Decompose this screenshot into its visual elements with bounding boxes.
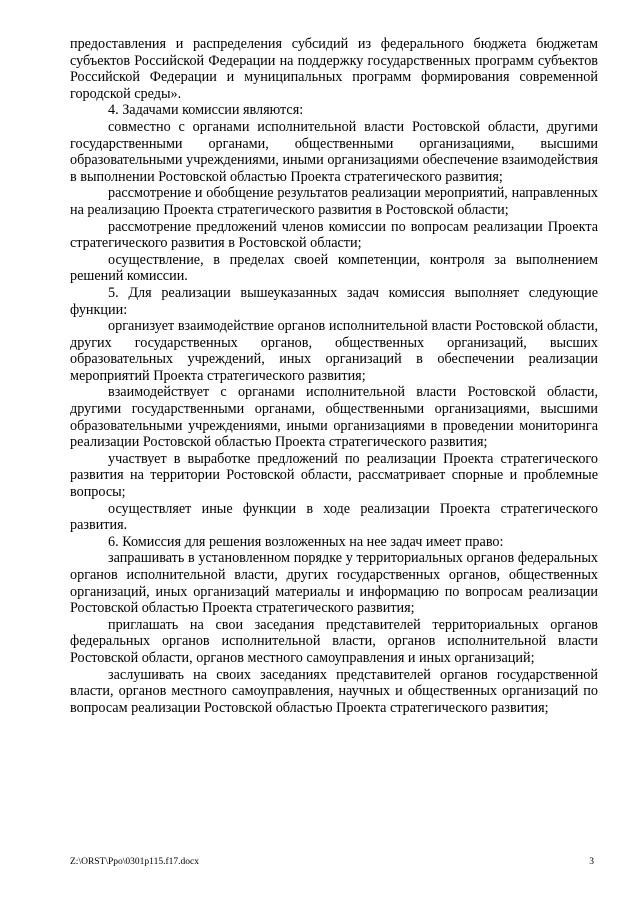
paragraph-function-3: участвует в выработке предложений по реализации Проекта стратегического развития на территории Ростовской области, рассматривает спорные и проблемные вопросы;	[70, 450, 598, 501]
paragraph-right-2: приглашать на свои заседания представителей территориальных органов федеральных органов исполнительной власти, органов исполнительной власти Ростовской области, органов местного самоуправления и иных организаций;	[70, 616, 598, 666]
paragraph-function-2: взаимодействует с органами исполнительной власти Ростовской области, другими государственными органами, общественными организациями, высшими образовательными учреждениями, иными организациями в проведении мониторинга реализации Ростовской областью Проекта стратегического развития;	[70, 384, 598, 451]
paragraph-right-3: заслушивать на своих заседаниях представителей органов государственной власти, органов местного самоуправления, научных и общественных организаций по вопросам реализации Ростовской областью Проекта стратегического развития;	[70, 666, 598, 716]
paragraph-section-4-heading: 4. Задачами комиссии являются:	[108, 102, 304, 119]
paragraph-function-1: организует взаимодействие органов исполнительной власти Ростовской области, других государственных органов, общественных организаций, высших образовательных учреждений, иных организаций в обеспечении реализации мероприятий Проекта стратегического развития;	[70, 318, 598, 384]
paragraph-continuation: предоставления и распределения субсидий из федерального бюджета бюджетам субъектов Российской Федерации на поддержку государственных программ субъектов Российской Федерации и муниципальных программ формирования современной городской среды».	[70, 36, 598, 102]
paragraph-section-6-heading: 6. Комиссия для решения возложенных на нее задач имеет право:	[108, 533, 504, 550]
footer-file-path: Z:\ORST\Ppo\0301p115.f17.docx	[70, 857, 199, 867]
document-body	[70, 36, 598, 716]
paragraph-right-1: запрашивать в установленном порядке у территориальных органов федеральных органов исполнительной власти, других государственных органов, общественных организаций, иных организаций материалы и информацию по вопросам реализации Ростовской областью Проекта стратегического развития;	[70, 550, 598, 617]
paragraph-function-4: осуществляет иные функции в ходе реализации Проекта стратегического развития.	[70, 500, 598, 534]
page-number: 3	[589, 857, 594, 867]
paragraph-task-3: рассмотрение предложений членов комиссии по вопросам реализации Проекта стратегического развития в Ростовской области;	[70, 218, 598, 252]
paragraph-section-5-heading: 5. Для реализации вышеуказанных задач комиссия выполняет следующие функции:	[70, 284, 598, 318]
paragraph-task-4: осуществление, в пределах своей компетенции, контроля за выполнением решений комиссии.	[70, 251, 598, 285]
paragraph-task-1: совместно с органами исполнительной власти Ростовской области, другими государственными органами, общественными организациями, высшими образовательными учреждениями, иными организациями обеспечение взаимодействия в выполнении Ростовской областью Проекта стратегического развития;	[70, 118, 598, 185]
paragraph-task-2: рассмотрение и обобщение результатов реализации мероприятий, направленных на реализацию Проекта стратегического развития в Ростовской области;	[70, 185, 598, 218]
